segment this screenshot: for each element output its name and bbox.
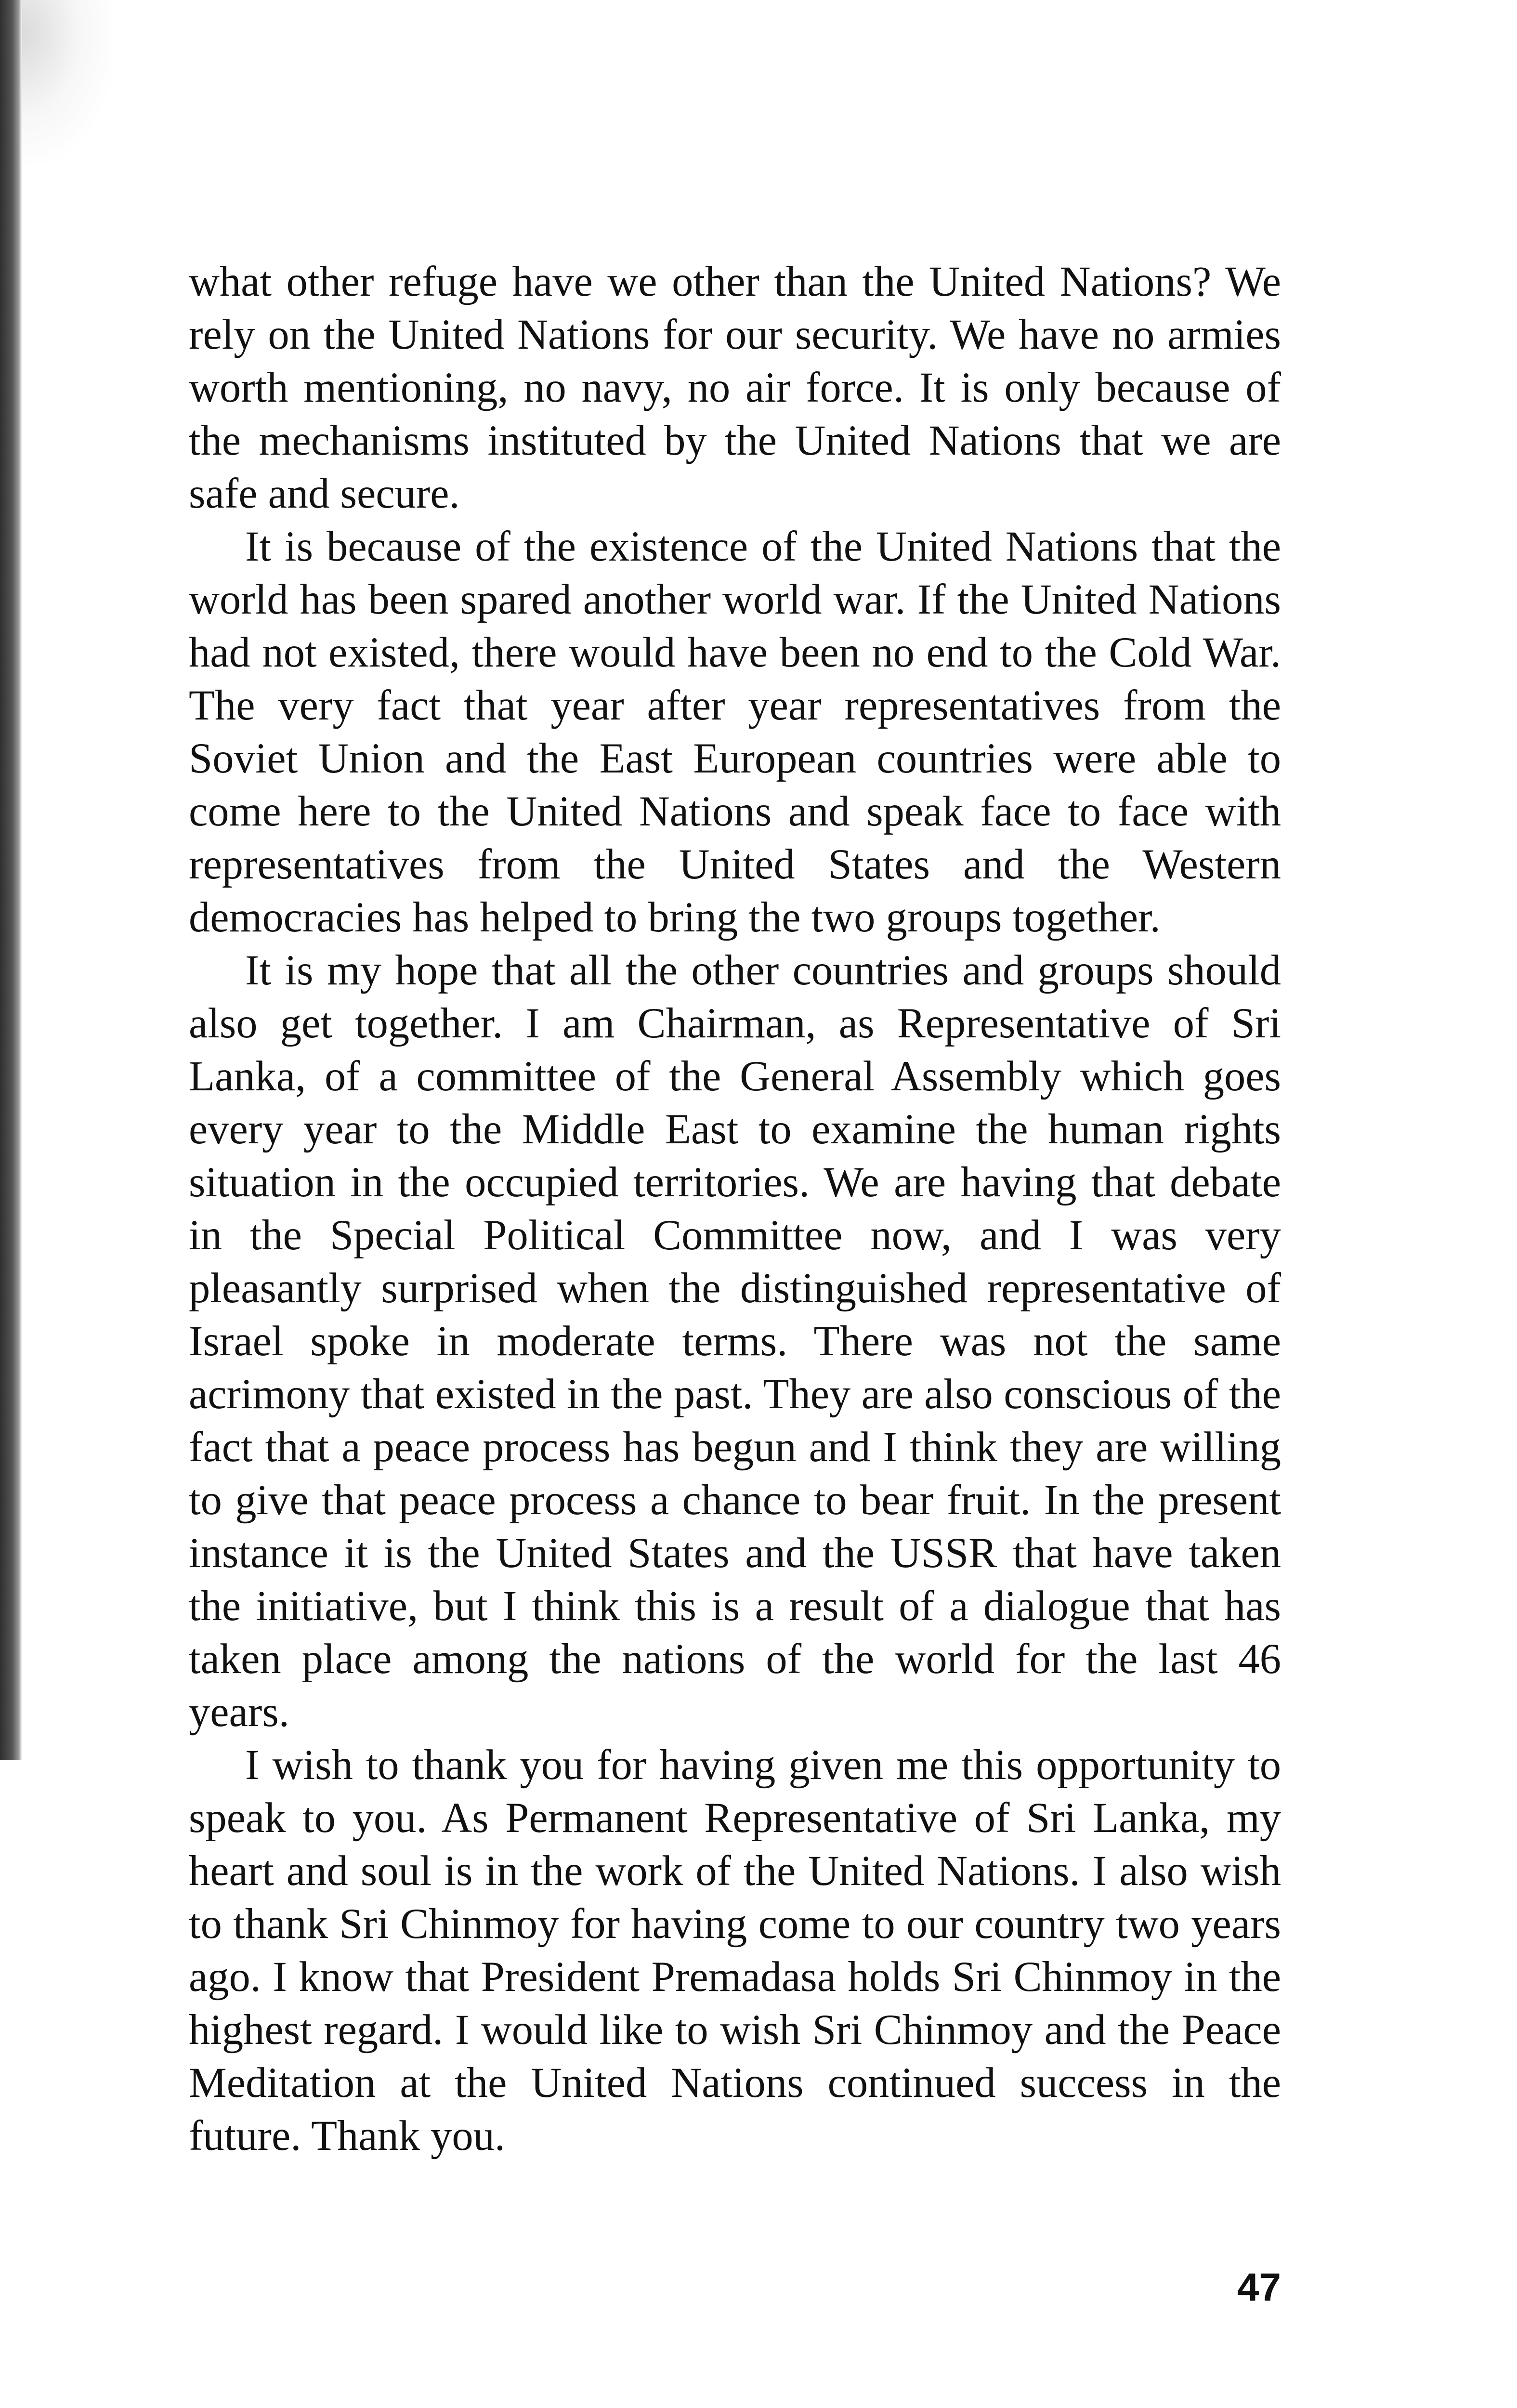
paragraph-4: I wish to thank you for having given me this opportunity to speak to you. As Permanent Representative of Sri Lanka, my heart and soul is in the work of the United Nations. I also wish to thank Sri Chinmoy for having come to our country two years ago. I know that President Premadasa holds Sri Chinmoy in the highest regard. I would like to wish Sri Chinmoy and the Peace Meditation at the United Nations continued success in the future. Thank you.: [189, 1741, 1281, 2159]
paragraph-1: what other refuge have we other than the United Nations? We rely on the United Nations for our security. We have no armies worth mentioning, no navy, no air force. It is only because of the mechanisms instituted by the United Nations that we are safe and secure.: [189, 258, 1281, 517]
scan-smudge: [22, 0, 114, 164]
paragraph-2: It is because of the existence of the United Nations that the world has been spared another world war. If the United Nations had not existed, there would have been no end to the Cold War. The very fact that year after year representatives from the Soviet Union and the East European countries were able to come here to the United Nations and speak face to face with representatives from the United States and the Western democracies has helped to bring the two groups together.: [189, 523, 1281, 941]
scan-binding-shadow: [0, 0, 22, 1760]
paragraph-3: It is my hope that all the other countries and groups should also get together. I am Chairman, as Representative of Sri Lanka, of a committee of the General Assembly which goes every year to the Middle East to examine the human rights situation in the occupied territories. We are having that debate in the Special Political Committee now, and I was very pleasantly surprised when the distinguished representative of Israel spoke in moderate terms. There was not the same acrimony that existed in the past. They are also conscious of the fact that a peace process has begun and I think they are willing to give that peace process a chance to bear fruit. In the present instance it is the United States and the USSR that have taken the initiative, but I think this is a result of a dialogue that has taken place among the nations of the world for the last 46 years.: [189, 947, 1281, 1736]
page-number: 47: [1237, 2265, 1281, 2309]
body-text: [189, 255, 1281, 2162]
